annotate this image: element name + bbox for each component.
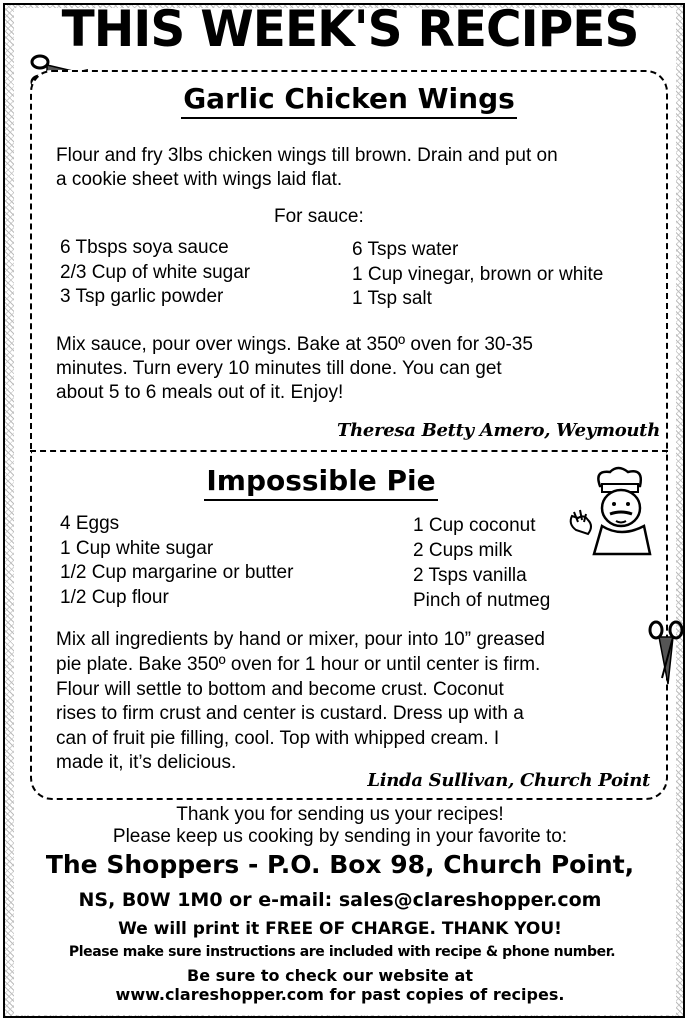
page-title: THIS WEEK'S RECIPES [61, 0, 639, 58]
footer-instructions: Please make sure instructions are included with recipe & phone number. [68, 944, 616, 960]
recipe-author: Theresa Betty Amero, Weymouth [337, 420, 660, 441]
ingredient-item: 1 Cup white sugar [60, 538, 214, 559]
footer-address-line: The Shoppers - P.O. Box 98, Church Point, [45, 850, 635, 879]
recipe-intro-line: Flour and fry 3lbs chicken wings till brown. Drain and put on [56, 145, 558, 166]
ingredient-item: 1 Cup vinegar, brown or white [352, 264, 604, 285]
recipe-direction-line: rises to firm crust and center is custard. Dress up with a [56, 703, 524, 724]
ingredient-item: Pinch of nutmeg [413, 590, 551, 611]
ingredient-item: 1 Tsp salt [352, 288, 432, 309]
recipe-intro-line: a cookie sheet with wings laid flat. [56, 169, 343, 190]
ingredient-item: 1/2 Cup flour [60, 587, 169, 608]
sauce-label: For sauce: [274, 206, 364, 227]
recipe-direction-line: about 5 to 6 meals out of it. Enjoy! [56, 382, 344, 403]
recipe-direction-line: Flour will settle to bottom and become crust. Coconut [56, 679, 504, 700]
recipe-direction-line: Mix sauce, pour over wings. Bake at 350º oven for 30-35 [56, 334, 533, 355]
recipe-direction-line: made it, it’s delicious. [56, 752, 237, 773]
footer-keep-cooking: Please keep us cooking by sending in your favorite to: [112, 826, 568, 847]
chef-icon [566, 464, 662, 556]
footer-website-line: www.clareshopper.com for past copies of recipes. [115, 985, 565, 1004]
ingredient-item: 6 Tbsps soya sauce [60, 237, 229, 258]
ingredient-item: 1 Cup coconut [413, 515, 536, 536]
recipe-title: Garlic Chicken Wings [32, 82, 666, 115]
ingredient-item: 6 Tsps water [352, 239, 459, 260]
recipe-direction-line: Mix all ingredients by hand or mixer, pour into 10” greased [56, 629, 545, 650]
footer-address-line: NS, B0W 1M0 or e-mail: sales@clareshopper.com [78, 889, 602, 911]
footer-free-of-charge: We will print it FREE OF CHARGE. THANK YOU! [118, 919, 562, 939]
recipe-direction-line: can of fruit pie filling, cool. Top with whipped cream. I [56, 728, 500, 749]
ingredient-item: 1/2 Cup margarine or butter [60, 562, 294, 583]
recipe-direction-line: minutes. Turn every 10 minutes till done. You can get [56, 358, 502, 379]
footer-website-line: Be sure to check our website at [187, 966, 473, 985]
ingredient-item: 3 Tsp garlic powder [60, 286, 224, 307]
ingredient-item: 2 Cups milk [413, 540, 513, 561]
ingredient-item: 4 Eggs [60, 513, 120, 534]
recipe-card-garlic-chicken-wings [30, 70, 668, 452]
scissors-icon [646, 618, 686, 688]
footer-thanks: Thank you for sending us your recipes! [176, 804, 504, 825]
ingredient-item: 2/3 Cup of white sugar [60, 262, 251, 283]
recipe-direction-line: pie plate. Bake 350º oven for 1 hour or until center is firm. [56, 654, 541, 675]
recipe-title: Impossible Pie [4, 464, 638, 497]
ingredient-item: 2 Tsps vanilla [413, 565, 527, 586]
recipe-author: Linda Sullivan, Church Point [367, 770, 650, 791]
